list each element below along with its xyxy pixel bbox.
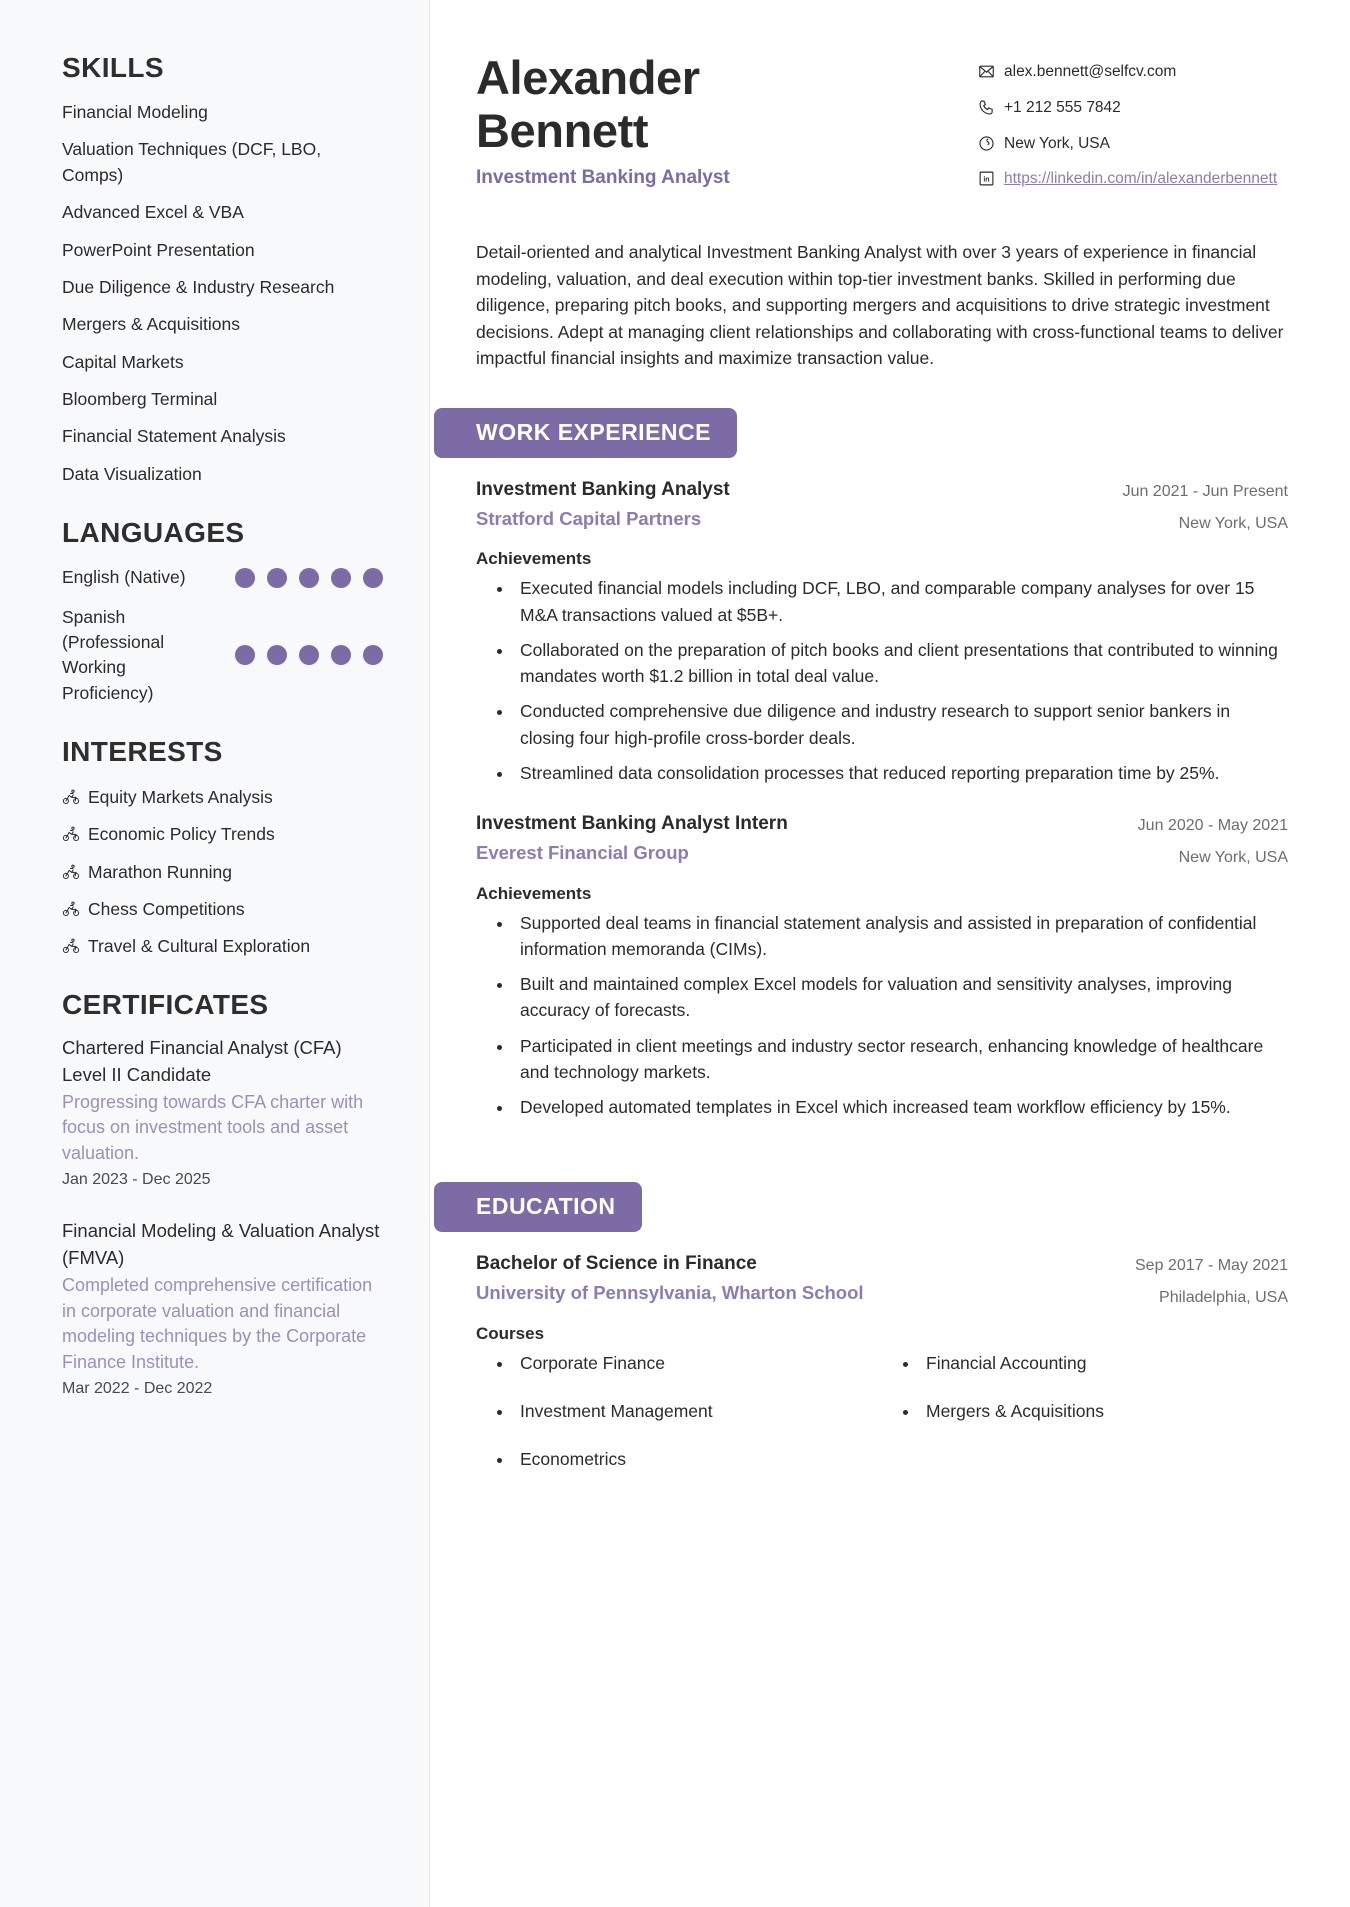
interest-label: Economic Policy Trends [88,824,275,845]
bicycle-icon [62,900,80,918]
contact-row [978,134,1288,159]
bicycle-icon [62,788,80,806]
certificate-item [62,1218,385,1401]
resume-header [476,52,1288,205]
entry-date: Jun 2020 - May 2021 [1137,817,1288,835]
course-item: • Mergers & Acquisitions [920,1398,1288,1424]
certificate-title: Chartered Financial Analyst (CFA) Level II Candidate [62,1037,342,1085]
education-entry [476,1252,1288,1494]
level-dot [235,568,255,588]
entry-header [476,1252,1288,1309]
skill-item: Mergers & Acquisitions [62,314,240,335]
interests-section [62,736,385,959]
skill-item: Data Visualization [62,463,202,484]
courses-column [486,1350,882,1495]
course-item: • Investment Management [514,1398,882,1424]
achievements-list [486,910,1288,1121]
candidate-name: Alexander Bennett [476,51,700,157]
interest-item [62,821,385,847]
certificate-description: Completed comprehensive certification in corporate valuation and financial modeling techniques by the Corporate Finance Institute. [62,1274,373,1372]
certificates-heading: CERTIFICATES [62,989,269,1021]
interest-item [62,933,385,959]
language-level-dots [235,568,385,588]
entry-left [476,812,1118,865]
skill-item: Valuation Techniques (DCF, LBO, Comps) [62,139,322,185]
entry-organization: Stratford Capital Partners [476,507,702,529]
level-dot [267,568,287,588]
interest-label: Marathon Running [88,861,232,882]
language-name: Spanish (Professional Working Proficiency) [62,606,165,703]
identity-block [476,52,806,205]
sidebar [0,0,430,1907]
languages-section [62,517,385,706]
level-dot [363,568,383,588]
interest-item [62,859,385,885]
languages-list [62,565,385,706]
achievement-item: • Collaborated on the preparation of pitch books and client presentations that contributed to winning mandates worth $1.2 billion in total deal value. [514,637,1288,690]
bicycle-icon [62,825,80,843]
achievement-item: • Conducted comprehensive due diligence and industry research to support senior bankers in closing four high-profile cross-border deals. [514,698,1288,751]
work-entries [476,478,1288,1120]
work-experience-badge: WORK EXPERIENCE [434,408,737,458]
interests-heading: INTERESTS [62,736,223,767]
contact-link[interactable]: https://linkedin.com/in/alexanderbennett [1004,170,1278,188]
entry-location: New York, USA [1178,849,1288,867]
languages-heading: LANGUAGES [62,517,245,549]
achievements-label: Achievements [476,549,592,569]
course-item: • Econometrics [514,1446,882,1472]
skills-list [62,100,385,487]
entry-title: Bachelor of Science in Finance [476,1253,757,1275]
contact-text: +1 212 555 7842 [1004,98,1121,116]
level-dot [299,645,319,665]
achievement-item: • Streamlined data consolidation processes that reduced reporting preparation time by 25%. [514,760,1288,786]
language-name: English (Native) [62,567,186,588]
level-dot [267,645,287,665]
envelope-icon [978,63,995,87]
entry-left [476,1252,1115,1305]
level-dot [363,645,383,665]
entry-meta [1123,478,1288,535]
interest-label: Travel & Cultural Exploration [88,936,311,956]
entry-date: Jun 2021 - Jun Present [1122,483,1288,501]
contact-text: New York, USA [1004,134,1110,152]
achievements-label: Achievements [476,883,592,903]
courses-grid [486,1350,1288,1495]
skill-item: Due Diligence & Industry Research [62,276,335,297]
courses-label: Courses [476,1323,545,1343]
interests-list [62,784,385,959]
achievement-item: • Developed automated templates in Excel which increased team workflow efficiency by 15%. [514,1094,1288,1120]
entry-title: Investment Banking Analyst [476,479,730,501]
entry-meta [1135,1252,1288,1309]
interest-label: Equity Markets Analysis [88,787,273,807]
level-dot [331,645,351,665]
language-row [62,605,385,707]
candidate-role: Investment Banking Analyst [476,167,730,189]
work-entry [476,812,1288,1120]
work-experience-section [476,372,1288,1120]
skills-section [62,52,385,487]
entry-left [476,478,1103,531]
skill-item: Financial Statement Analysis [62,426,286,447]
entry-organization: University of Pennsylvania, Wharton School [476,1281,864,1303]
level-dot [235,645,255,665]
level-dot [299,568,319,588]
achievements-list [486,575,1288,786]
interest-label: Chess Competitions [88,898,245,919]
entry-title: Investment Banking Analyst Intern [476,813,788,835]
contact-text: alex.bennett@selfcv.com [1004,63,1177,80]
skill-item: PowerPoint Presentation [62,239,255,260]
achievement-item: • Executed financial models including DCF, LBO, and comparable company analyses for over 15 M&A transactions valued at $5B+. [514,575,1288,628]
phone-icon [978,99,995,123]
certificate-item [62,1035,385,1192]
certificate-date: Jan 2023 - Dec 2025 [62,1171,211,1189]
education-section [476,1146,1288,1494]
language-level-dots [235,645,385,665]
skill-item: Capital Markets [62,351,184,372]
certificates-list [62,1035,385,1401]
globe-icon [978,135,995,159]
skill-item: Advanced Excel & VBA [62,202,244,223]
level-dot [331,568,351,588]
entry-organization: Everest Financial Group [476,841,689,863]
education-entries [476,1252,1288,1494]
bicycle-icon [62,863,80,881]
entry-location: Philadelphia, USA [1159,1289,1288,1307]
achievement-item: • Built and maintained complex Excel models for valuation and sensitivity analyses, improving accuracy of forecasts. [514,971,1288,1024]
skill-item: Bloomberg Terminal [62,389,218,409]
entry-date: Sep 2017 - May 2021 [1135,1257,1288,1275]
achievement-item: • Participated in client meetings and industry sector research, enhancing knowledge of healthcare and technology markets. [514,1033,1288,1086]
entry-meta [1138,812,1288,869]
entry-header [476,812,1288,869]
interest-item [62,896,385,922]
contact-row [978,98,1288,123]
entry-header [476,478,1288,535]
skills-heading: SKILLS [62,52,164,83]
linkedin-icon [978,170,995,194]
achievement-item: • Supported deal teams in financial statement analysis and assisted in preparation of confidential information memoranda (CIMs). [514,910,1288,963]
contact-row[interactable] [978,169,1288,194]
course-item: • Financial Accounting [920,1350,1288,1376]
courses-column [892,1350,1288,1495]
entry-location: New York, USA [1178,515,1288,533]
certificate-description: Progressing towards CFA charter with focus on investment tools and asset valuation. [62,1091,364,1163]
interest-item [62,784,385,810]
profile-summary: Detail-oriented and analytical Investment Banking Analyst with over 3 years of experience in financial modeling, valuation, and deal execution within top-tier investment banks. Skilled in performing due diligence, preparing pitch books, and supporting mergers and acquisitions to drive strategic investment decisions. Adept at managing client relationships and collaborating with cross-functional teams to deliver impactful financial insights and maximize transaction value. [476,242,1284,369]
education-badge: EDUCATION [434,1182,642,1232]
certificate-title: Financial Modeling & Valuation Analyst (FMVA) [62,1220,380,1268]
certificates-section [62,989,385,1401]
skill-item: Financial Modeling [62,102,208,122]
contact-row [978,62,1288,87]
course-item: • Corporate Finance [514,1350,882,1376]
contact-list [978,52,1288,205]
language-row [62,565,385,590]
certificate-date: Mar 2022 - Dec 2022 [62,1380,213,1398]
work-entry [476,478,1288,786]
main-column [430,0,1350,1907]
svg-text:in: in [983,175,990,184]
bicycle-icon [62,937,80,955]
